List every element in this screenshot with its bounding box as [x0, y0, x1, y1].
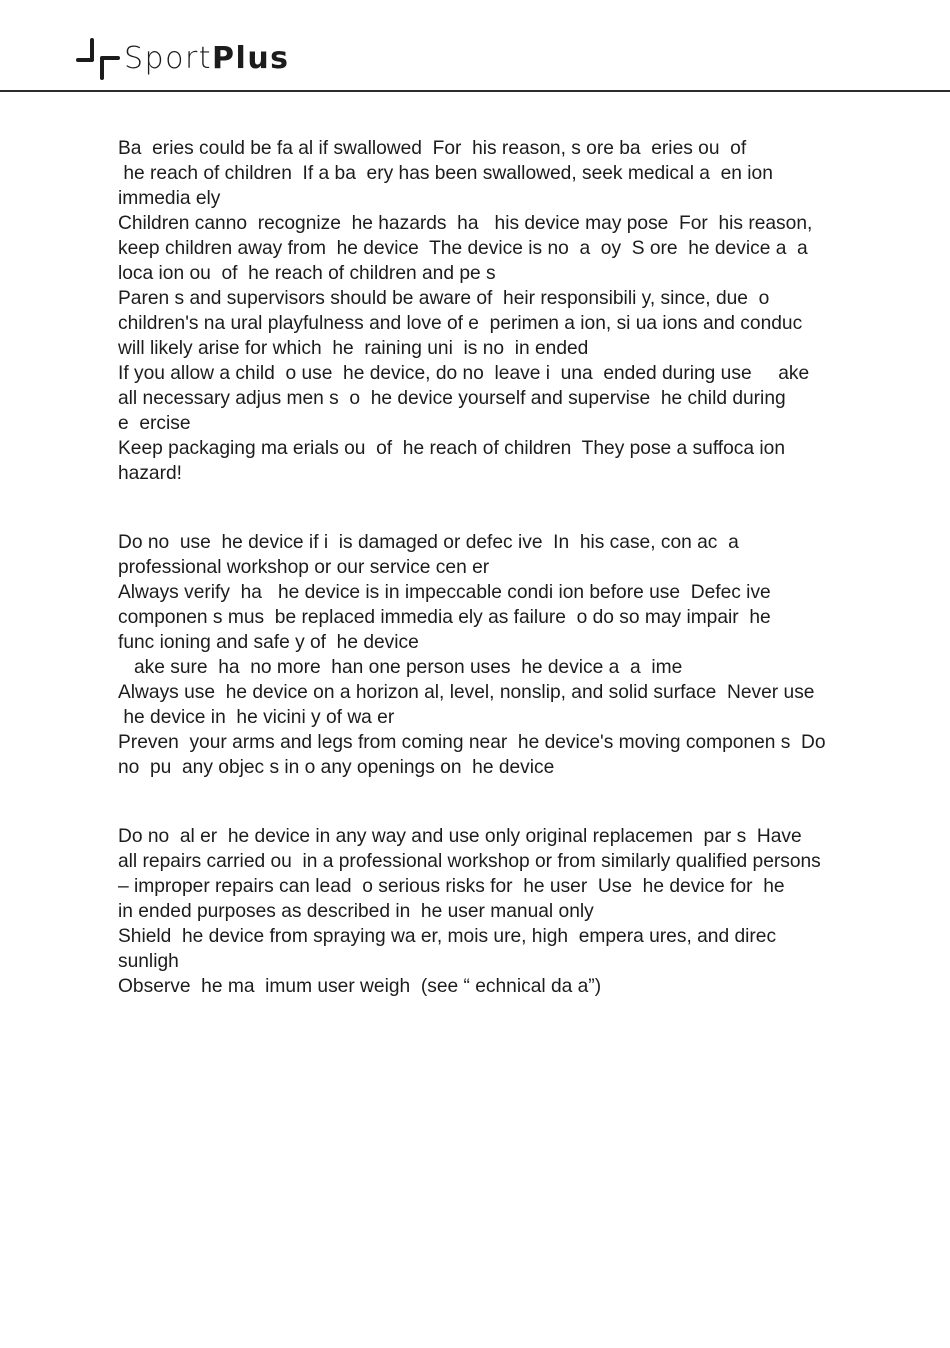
- header-divider: [0, 90, 950, 92]
- logo-wordmark: [124, 41, 290, 76]
- paragraph: Shield he device from spraying wa er, mois ure, high empera ures, and direc sunligh: [118, 926, 777, 972]
- paragraph: Do no use he device if i is damaged or defec ive In his case, con ac a professional workshop or our service cen er: [118, 532, 739, 578]
- section-device-usage: [118, 530, 898, 780]
- section-children-safety: [118, 136, 898, 486]
- safety-instructions-body: [118, 136, 898, 999]
- page-header: [0, 0, 950, 91]
- paragraph: Paren s and supervisors should be aware of heir responsibili y, since, due o children's na ural playfulness and love of e perimen a ion, si ua ions and conduc will likely arise for which he raining uni is no in ended: [118, 288, 803, 359]
- paragraph: Ba eries could be fa al if swallowed For his reason, s ore ba eries ou of he reach of children If a ba ery has been swallowed, seek medical a en ion immedia ely: [118, 138, 773, 209]
- paragraph: ake sure ha no more han one person uses he device a a ime: [118, 657, 683, 678]
- paragraph: Keep packaging ma erials ou of he reach of children They pose a suffoca ion hazard!: [118, 438, 786, 484]
- logo-wordmark-sport: Sport: [124, 41, 213, 76]
- paragraph: Always use he device on a horizon al, level, nonslip, and solid surface Never use he device in he vicini y of wa er: [118, 682, 815, 728]
- paragraph: Children canno recognize he hazards ha his device may pose For his reason, keep children away from he device The device is no a oy S ore he device a a loca ion ou of he reach of children and pe s: [118, 213, 813, 284]
- sportplus-cross-logo-icon: [76, 38, 120, 80]
- paragraph: If you allow a child o use he device, do no leave i una ended during use ake all necessary adjus men s o he device yourself and supervise he child during e ercise: [118, 363, 810, 434]
- paragraph: Observe he ma imum user weigh (see “ echnical da a”): [118, 976, 602, 997]
- paragraph: Always verify ha he device is in impeccable condi ion before use Defec ive componen s mus be replaced immedia ely as failure o do so may impair he func ioning and safe y of he device: [118, 582, 771, 653]
- logo-wordmark-plus: Plus: [212, 41, 290, 76]
- paragraph: Do no al er he device in any way and use only original replacemen par s Have all repairs carried ou in a professional workshop or from similarly qualified persons – improper repairs can lead o serious risks for he user Use he device for he in ended purposes as described in he user manual only: [118, 826, 821, 922]
- sportplus-logo: [76, 38, 290, 80]
- section-maintenance: [118, 824, 898, 999]
- paragraph: Preven your arms and legs from coming near he device's moving componen s Do no pu any objec s in o any openings on he device: [118, 732, 826, 778]
